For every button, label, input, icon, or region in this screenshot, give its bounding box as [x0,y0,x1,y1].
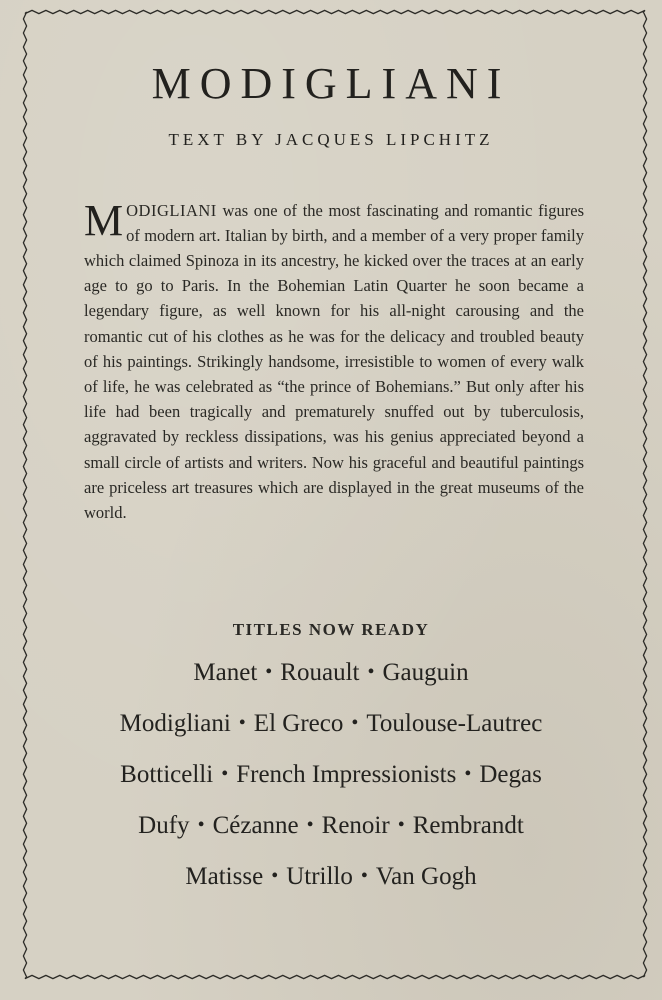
bullet-separator: • [367,661,375,683]
lead-word: ODIGLIANI [126,200,217,220]
titles-list [0,650,662,905]
title-item: Renoir [321,812,390,839]
titles-row [0,650,662,701]
description-paragraph [84,195,584,526]
description-text: was one of the most fascinating and romantic figures of modern art. Italian by birth, and a member of a very proper family which claimed Spinoza in its ancestry, he kicked over the traces at an early age to go to Paris. In the Bohemian Latin Quarter he soon became a legendary figure, as well known for his all-night carousing and the romantic cut of his clothes as he was for the delicacy and troubled beauty of his paintings. Strikingly handsome, irresistible to women of every walk of life, he was celebrated as “the prince of Bohemians.” But only after his life had been tragically and prematurely snuffed out by tuberculosis, aggravated by reckless dissipations, was his genius appreciated beyond a small circle of artists and writers. Now his graceful and beautiful paintings are priceless art treasures which are displayed in the great museums of the world. [84,200,584,522]
title-item: French Impressionists [236,761,457,788]
bullet-separator: • [271,865,279,887]
title-item: Botticelli [120,761,214,788]
title-item: Dufy [138,812,190,839]
bullet-separator: • [265,661,273,683]
bullet-separator: • [397,814,405,836]
titles-row [0,803,662,854]
title-item: Manet [193,659,258,686]
title-item: Matisse [185,863,264,890]
book-title: MODIGLIANI [151,59,511,108]
title-item: Degas [479,761,542,788]
title-item: Modigliani [119,710,231,737]
bullet-separator: • [360,865,368,887]
bullet-separator: • [197,814,205,836]
titles-row [0,854,662,905]
title-item: Rembrandt [412,812,524,839]
bullet-separator: • [306,814,314,836]
bullet-separator: • [221,763,229,785]
book-subtitle: TEXT BY JACQUES LIPCHITZ [168,130,494,149]
title-item: El Greco [253,710,344,737]
title-item: Cézanne [212,812,299,839]
bullet-separator: • [238,712,246,734]
titles-row [0,701,662,752]
title-item: Utrillo [286,863,353,890]
titles-now-ready-heading: TITLES NOW READY [232,620,430,639]
title-item: Rouault [280,659,360,686]
drop-cap: M [84,195,124,245]
title-item: Van Gogh [375,863,477,890]
title-item: Gauguin [382,659,469,686]
bullet-separator: • [351,712,359,734]
titles-row [0,752,662,803]
title-item: Toulouse-Lautrec [366,710,543,737]
bullet-separator: • [464,763,472,785]
